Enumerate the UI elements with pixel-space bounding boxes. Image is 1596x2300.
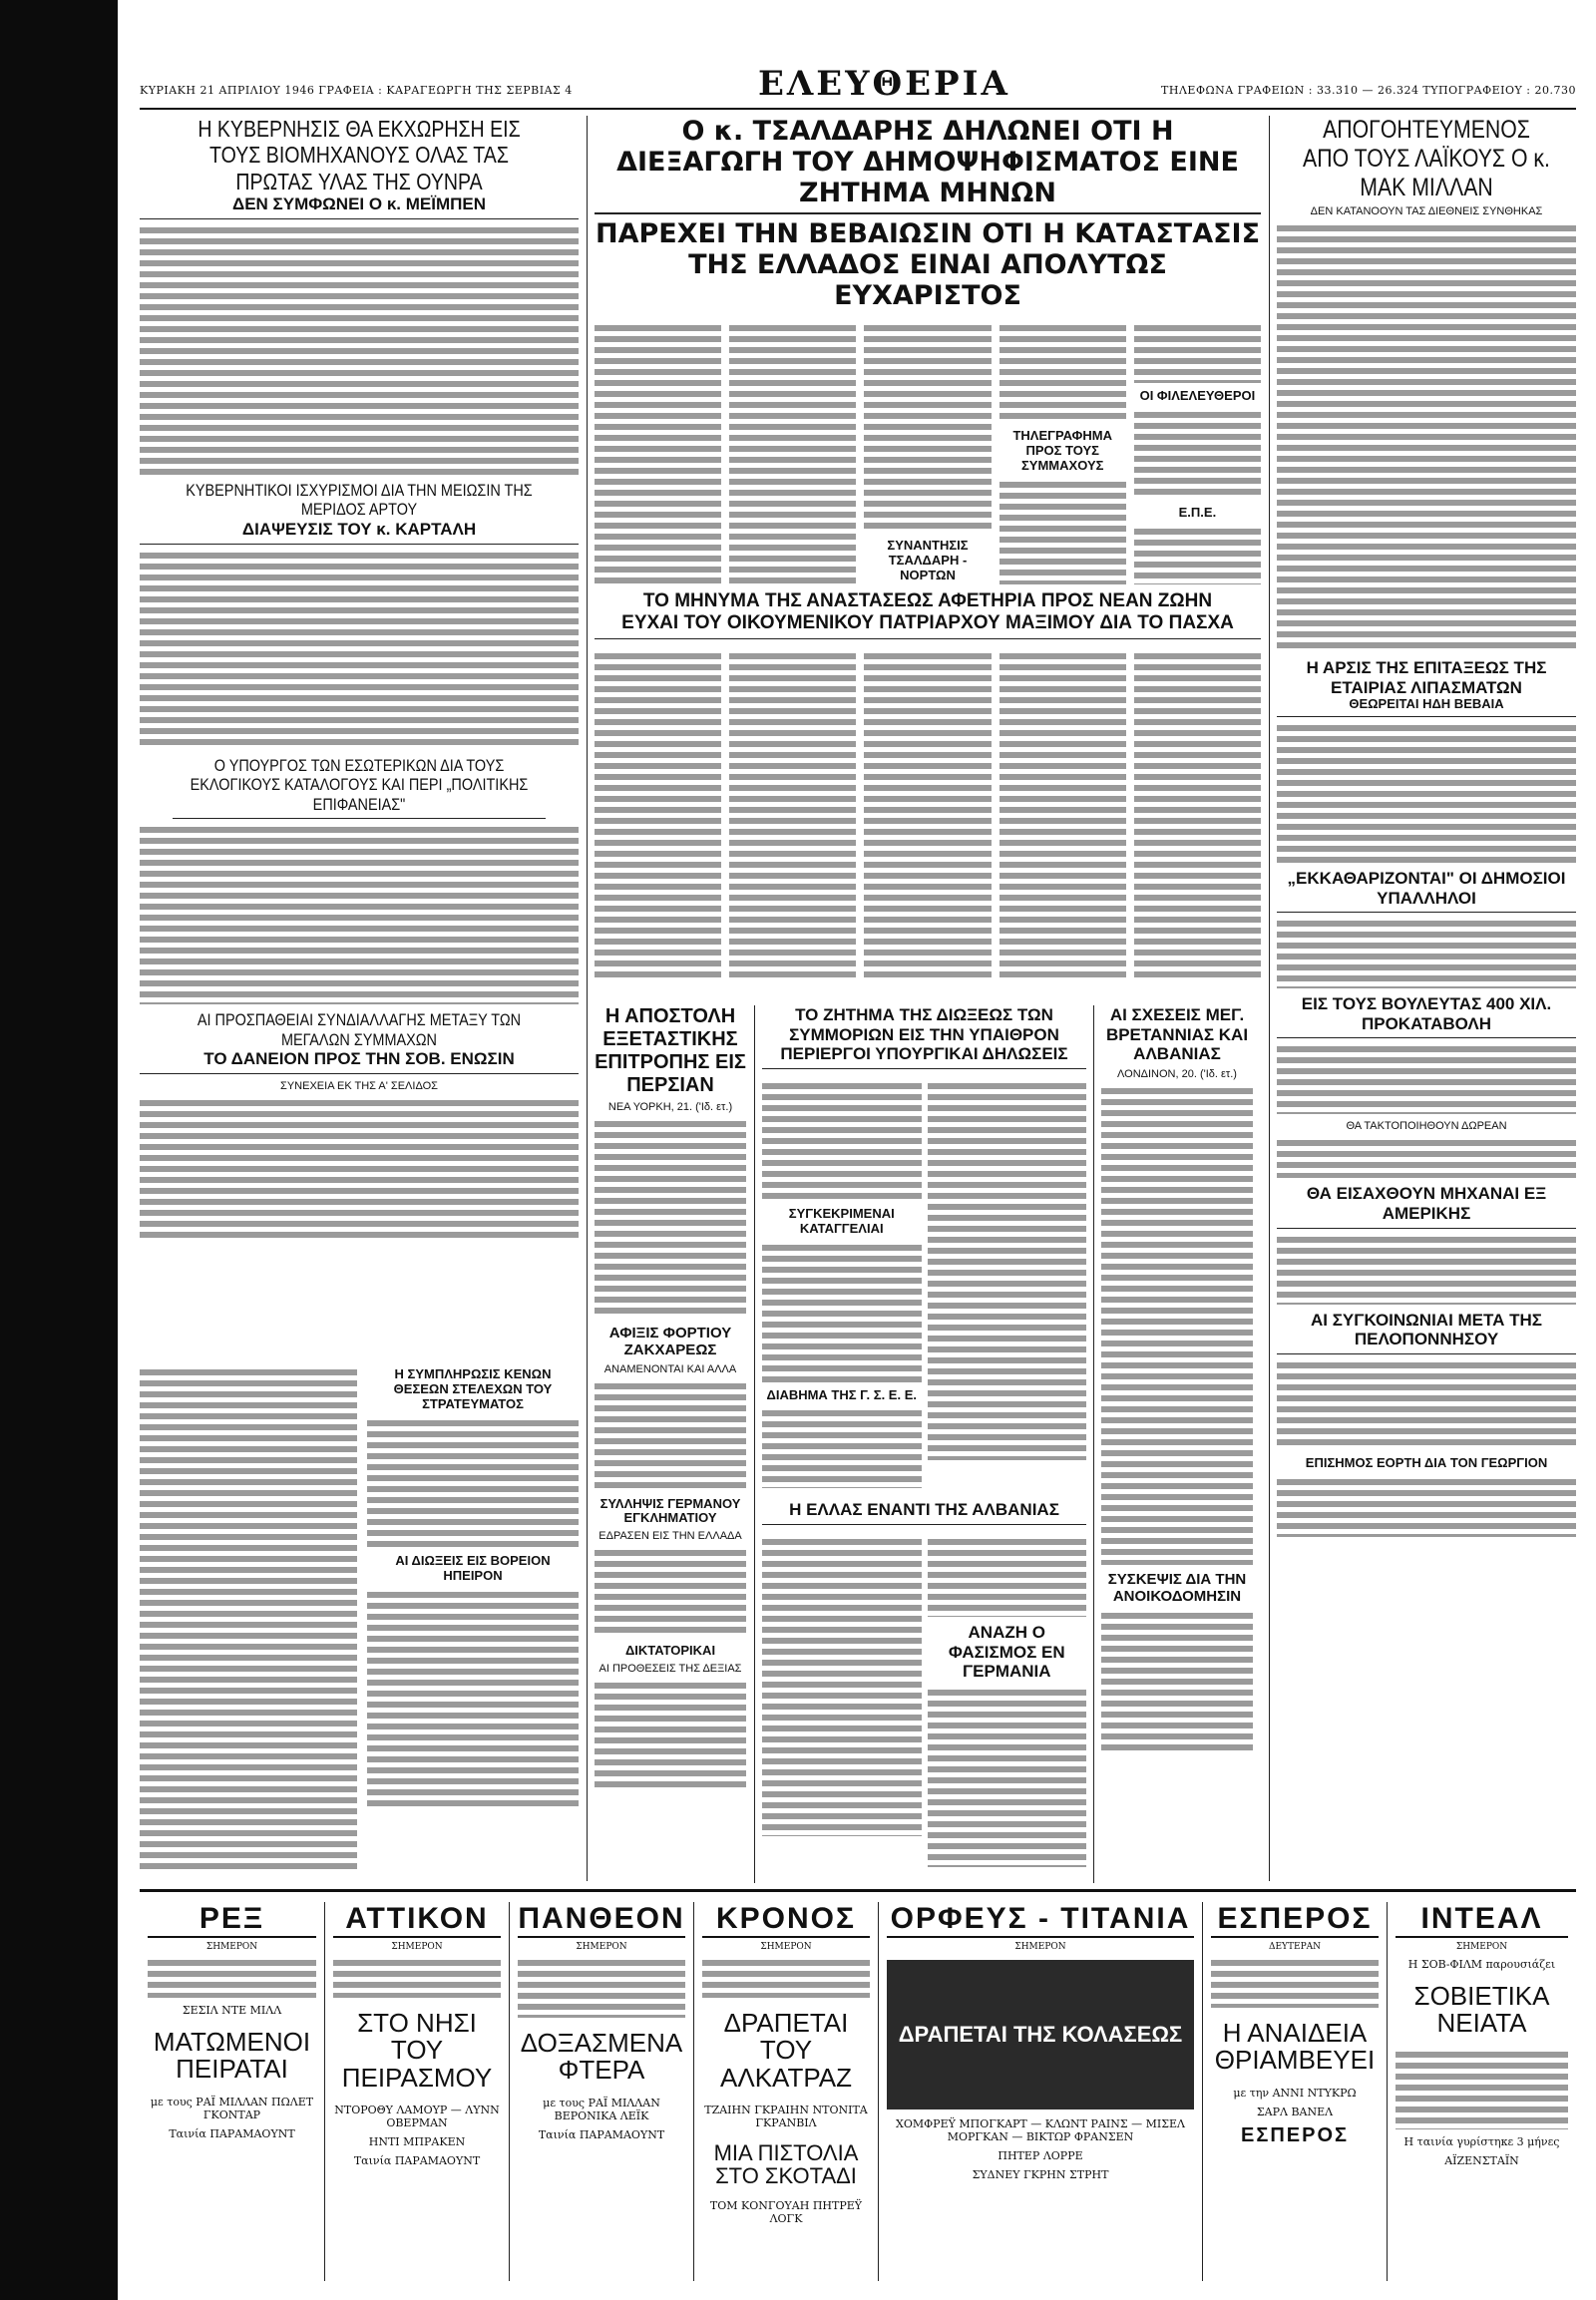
headline-bread: ΚΥΒΕΡΝΗΤΙΚΟΙ ΙΣΧΥΡΙΣΜΟΙ ΔΙΑ ΤΗΝ ΜΕΙΩΣΙΝ ΤΗΣ ΜΕΡΙΔΟΣ ΑΡΤΟΥ [186, 480, 533, 520]
gangs-body-1b [762, 1243, 922, 1382]
easter-body-1 [595, 651, 721, 980]
cinema-ads [140, 1889, 1576, 2285]
film-title: ΔΡΑΠΕΤΑΙ ΤΟΥ ΑΛΚΑΤΡΑΖ [720, 2008, 852, 2093]
cinema-name: ΚΡΟΝΟΣ [702, 1902, 870, 1938]
headline-industry: Η ΚΥΒΕΡΝΗΣΙΣ ΘΑ ΕΚΧΩΡΗΣΗ ΕΙΣ ΤΟΥΣ ΒΙΟΜΗΧΑΝΟΥΣ ΟΛΑΣ ΤΑΣ ΠΡΩΤΑΣ ΥΛΑΣ ΤΗΣ ΟΥΝΡΑ [198, 116, 521, 194]
ad-rex [140, 1902, 324, 2281]
albania-col-1 [762, 1531, 922, 1873]
article-army-body [367, 1418, 579, 1548]
article-allies-body [140, 1098, 579, 1238]
cinema-name: ΑΤΤΙΚΟΝ [333, 1902, 501, 1938]
headline-gangs: ΤΟ ΖΗΤΗΜΑ ΤΗΣ ΔΙΩΞΕΩΣ ΤΩΝ ΣΥΜΜΟΡΙΩΝ ΕΙΣ ΤΗΝ ΥΠΑΙΘΡΟΝ [789, 1005, 1059, 1044]
cinema-name: ΡΕΞ [148, 1902, 316, 1938]
article-allies-body-cont [140, 1367, 357, 1871]
lead-columns [595, 317, 1261, 584]
article-settlement-body [1277, 1138, 1576, 1178]
article-epirus-body [367, 1590, 579, 1809]
cinema-name: ΠΑΝΘΕΟΝ [518, 1902, 685, 1938]
cinema-name: ΟΡΦΕΥΣ - ΤΙΤΑΝΙΑ [887, 1902, 1194, 1938]
headline-persia: Η ΑΠΟΣΤΟΛΗ ΕΞΕΤΑΣΤΙΚΗΣ ΕΠΙΤΡΟΠΗΣ ΕΙΣ ΠΕΡΣΙΑΝ [595, 1005, 746, 1096]
headline-machines-america: ΘΑ ΕΙΣΑΧΘΟΥΝ ΜΗΧΑΝΑΙ ΕΞ ΑΜΕΡΙΚΗΣ [1277, 1184, 1576, 1228]
newspaper-title: ΕΛΕΥΘΕΡΙΑ [758, 64, 1010, 104]
headline-fascism: ΑΝΑΖΗ Ο ΦΑΣΙΣΜΟΣ ΕΝ ΓΕΡΜΑΝΙΑ [948, 1623, 1065, 1682]
ad-text [1211, 1958, 1379, 2008]
easter-story [595, 590, 1261, 999]
column-rule [1093, 1005, 1094, 1883]
easter-body-3 [864, 651, 991, 980]
gangs-columns [762, 1075, 1086, 1495]
lead-body-2 [729, 323, 856, 584]
film-title: ΣΟΒΙΕΤΙΚΑ ΝΕΙΑΤΑ [1413, 1981, 1550, 2039]
ad-cast: ΝΤΟΡΟΘΥ ΛΑΜΟΥΡ — ΛΥΝΝ ΟΒΕΡΜΑΝ [334, 2103, 500, 2129]
box-liberals: ΟΙ ΦΙΛΕΛΕΥΘΕΡΟΙ [1139, 388, 1256, 404]
ad-note: Η ταινία γυρίστηκε 3 μήνες [1403, 2134, 1560, 2148]
article-interior-body [140, 825, 579, 1004]
ad-ideal [1387, 1902, 1576, 2281]
gangs-body-2 [928, 1081, 1087, 1460]
note-free-settlement: ΘΑ ΤΑΚΤΟΠΟΙΗΘΟΥΝ ΔΩΡΕΑΝ [1346, 1120, 1507, 1133]
col-gangs [762, 1005, 1086, 1873]
newspaper-page [140, 64, 1576, 2282]
box-telegram: ΤΗΛΕΓΡΑΦΗΜΑ ΠΡΟΣ ΤΟΥΣ ΣΥΜΜΑΧΟΥΣ [1012, 428, 1112, 474]
headline-civil-servants: „ΕΚΚΑΘΑΡΙΖΟΝΤΑΙ" ΟΙ ΔΗΜΟΣΙΟΙ ΥΠΑΛΛΗΛΟΙ [1277, 869, 1576, 913]
ad-director: ΑΪΖΕΝΣΤΑΪΝ [1444, 2153, 1519, 2167]
ad-text [702, 1958, 870, 1998]
ad-text [1396, 2050, 1568, 2129]
film-poster [887, 1960, 1194, 2109]
article-fertilizers-body [1277, 723, 1576, 863]
column-rule [587, 116, 588, 1881]
subhead-sugar: ΑΝΑΜΕΝΟΝΤΑΙ ΚΑΙ ΑΛΛΑ [603, 1362, 737, 1375]
ad-attikon [324, 1902, 509, 2281]
headline-reconstruction: ΣΥΣΚΕΨΙΣ ΔΙΑ ΤΗΝ ΑΝΟΙΚΟΔΟΜΗΣΙΝ [1107, 1570, 1247, 1605]
headline-resurrection: ΤΟ ΜΗΝΥΜΑ ΤΗΣ ΑΝΑΣΤΑΣΕΩΣ ΑΦΕΤΗΡΙΑ ΠΡΟΣ ΝΕΑΝ ΖΩΗΝ [642, 590, 1213, 611]
ad-cast-2: ΠΗΤΕΡ ΛΟΡΡΕ [998, 2149, 1083, 2162]
column-rule [1269, 116, 1270, 1881]
ad-studio: Ταινία ΠΑΡΑΜΑΟΥΝΤ [538, 2127, 665, 2141]
dateline-london: ΛΟΝΔΙΝΟΝ, 20. ('Ιδ. ετ.) [1117, 1067, 1237, 1080]
lead-body-1 [595, 323, 721, 584]
column-left [140, 116, 579, 1881]
article-persia-body [595, 1119, 746, 1319]
lead-col-1 [595, 317, 721, 584]
lead-col-3 [864, 317, 991, 584]
masthead [140, 64, 1576, 110]
dateline-new-york: ΝΕΑ ΥΟΡΚΗ, 21. ('Ιδ. ετ.) [607, 1101, 733, 1113]
middle-lower [595, 1005, 1253, 1883]
easter-col-4 [999, 645, 1126, 986]
albania-body-1 [762, 1537, 922, 1836]
subhead-kartalis: ΔΙΑΨΕΥΣΙΣ ΤΟΥ κ. ΚΑΡΤΑΛΗ [140, 520, 579, 545]
film-title: ΜΑΤΩΜΕΝΟΙ ΠΕΙΡΑΤΑΙ [153, 2027, 311, 2085]
col-relations [1101, 1005, 1253, 1756]
ad-cast-2: ΗΝΤΙ ΜΠΡΑΚΕΝ [368, 2134, 466, 2148]
article-arrest-body [595, 1548, 746, 1638]
ad-cast: με τους ΡΑΪ ΜΙΛΛΑΝ ΒΕΡΟΝΙΚΑ ΛΕΪΚ [543, 2096, 660, 2122]
lead-body-5 [1134, 323, 1261, 383]
lead-body-5b [1134, 410, 1261, 500]
ad-day: ΣΗΜΕΡΟΝ [576, 1942, 627, 1952]
ad-cast-2: ΤΟΜ ΚΟΝΓΟΥΑΗ ΠΗΤΡΕΫ ΛΟΓΚ [709, 2199, 863, 2226]
subhead-right-wing: ΑΙ ΠΡΟΘΕΣΕΙΣ ΤΗΣ ΔΕΞΙΑΣ [598, 1663, 742, 1676]
subheadline-situation: ΠΑΡΕΧΕΙ ΤΗΝ ΒΕΒΑΙΩΣΙΝ ΟΤΙ Η ΚΑΤΑΣΤΑΣΙΣ ΤΗΣ ΕΛΛΑΔΟΣ ΕΙΝΑΙ ΑΠΟΛΥΤΩΣ ΕΥΧΑΡΙΣΤΟΣ [595, 218, 1261, 312]
headline-allies: ΑΙ ΠΡΟΣΠΑΘΕΙΑΙ ΣΥΝΔΙΑΛΛΑΓΗΣ ΜΕΤΑΞΥ ΤΩΝ ΜΕΓΑΛΩΝ ΣΥΜΜΑΧΩΝ [197, 1010, 522, 1049]
article-macmillan-body [1277, 223, 1576, 652]
headline-peloponnese: ΑΙ ΣΥΓΚΟΙΝΩΝΙΑΙ ΜΕΤΑ ΤΗΣ ΠΕΛΟΠΟΝΝΗΣΟΥ [1277, 1311, 1576, 1354]
ad-cast-3: ΣΥΔΝΕΥ ΓΚΡΗΝ ΣΤΡΗΤ [972, 2168, 1109, 2181]
ad-pantheon [509, 1902, 693, 2281]
headline-deputies-advance: ΕΙΣ ΤΟΥΣ ΒΟΥΛΕΥΤΑΣ 400 ΧΙΛ. ΠΡΟΚΑΤΑΒΟΛΗ [1277, 994, 1576, 1038]
lead-body-5c [1134, 527, 1261, 584]
easter-col-3 [864, 645, 991, 986]
subhead-certain: ΘΕΩΡΕΙΤΑΙ ΗΔΗ ΒΕΒΑΙΑ [1277, 697, 1576, 717]
gangs-col-2 [928, 1075, 1087, 1495]
lead-col-2 [729, 317, 856, 584]
article-civil-servants-body [1277, 919, 1576, 988]
headline-tsaldaris: Ο κ. ΤΣΑΛΔΑΡΗΣ ΔΗΛΩΝΕΙ ΟΤΙ Η ΔΙΕΞΑΓΩΓΗ ΤΟΥ ΔΗΜΟΨΗΦΙΣΜΑΤΟΣ ΕΙΝΕ ΖΗΤΗΜΑ ΜΗΝΩΝ [616, 116, 1239, 209]
cinema-name: ΕΣΠΕΡΟΣ [1211, 1902, 1379, 1938]
masthead-date: ΚΥΡΙΑΚΗ 21 ΑΠΡΙΛΙΟΥ 1946 ΓΡΑΦΕΙΑ : ΚΑΡΑΓΕΩΡΓΗ ΤΗΣ ΣΕΡΒΙΑΣ 4 [140, 84, 573, 97]
lead-body-3 [864, 323, 991, 533]
article-reconstruction-body [1101, 1611, 1253, 1750]
lead-col-5 [1134, 317, 1261, 584]
easter-col-1 [595, 645, 721, 986]
continuation-note: ΣΥΝΕΧΕΙΑ ΕΚ ΤΗΣ Α' ΣΕΛΙΔΟΣ [280, 1079, 438, 1092]
ad-text [518, 1958, 685, 2018]
film-title: ΔΟΞΑΣΜΕΝΑ ΦΤΕΡΑ [520, 2028, 683, 2086]
film-title: Η ΑΝΑΙΔΕΙΑ ΘΡΙΑΜΒΕΥΕΙ [1214, 2018, 1376, 2076]
headline-albania: Η ΕΛΛΑΣ ΕΝΑΝΤΙ ΤΗΣ ΑΛΒΑΝΙΑΣ [762, 1500, 1086, 1525]
film-title-2: ΜΙΑ ΠΙΣΤΟΛΙΑ ΣΤΟ ΣΚΟΤΑΔΙ [713, 2139, 859, 2188]
masthead-phones: ΤΗΛΕΦΩΝΑ ΓΡΑΦΕΙΩΝ : 33.310 — 26.324 ΤΥΠΟΓΡΑΦΕΙΟΥ : 20.730 [1161, 84, 1576, 97]
ad-cast: ΤΖΑΙΗΝ ΓΚΡΑΙΗΝ ΝΤΟΝΙΤΑ ΓΚΡΑΝΒΙΛ [704, 2103, 868, 2129]
lead-story [595, 116, 1261, 584]
ad-cast: με τους ΡΑΪ ΜΙΛΛΑΝ ΠΩΛΕΤ ΓΚΟΝΤΑΡ [150, 2095, 314, 2121]
ad-cast-2: ΣΑΡΛ ΒΑΝΕΛ [1256, 2105, 1334, 2118]
easter-body-2 [729, 651, 856, 980]
ad-esperos [1202, 1902, 1387, 2281]
headline-sugar: ΑΦΙΞΙΣ ΦΟΡΤΙΟΥ ΖΑΚΧΑΡΕΩΣ [608, 1325, 732, 1359]
easter-col-5 [1134, 645, 1261, 986]
subheadline-patriarch: ΕΥΧΑΙ ΤΟΥ ΟΙΚΟΥΜΕΝΙΚΟΥ ΠΑΤΡΙΑΡΧΟΥ ΜΑΞΙΜΟΥ ΔΙΑ ΤΟ ΠΑΣΧΑ [595, 612, 1261, 639]
albania-body-2 [928, 1537, 1087, 1617]
gangs-body-1 [762, 1081, 922, 1201]
ad-day: ΣΗΜΕΡΟΝ [205, 1942, 258, 1952]
lead-body-4b [999, 480, 1126, 584]
article-bread-body [140, 551, 579, 750]
gangs-col-1 [762, 1075, 922, 1495]
headline-dictatorial: ΔΙΚΤΑΤΟΡΙΚΑΙ [624, 1643, 716, 1659]
article-peloponnese-body [1277, 1360, 1576, 1450]
subhead-meiben: ΔΕΝ ΣΥΜΦΩΝΕΙ Ο κ. ΜΕΪΜΠΕΝ [140, 194, 579, 219]
ad-day: ΣΗΜΕΡΟΝ [1014, 1942, 1066, 1952]
ad-presenter: Η ΣΟΒ-ΦΙΛΜ παρουσιάζει [1407, 1958, 1556, 1971]
easter-body-4 [999, 651, 1126, 980]
easter-columns [595, 645, 1261, 986]
ad-director: ΣΕΣΙΛ ΝΤΕ ΜΙΛΛ [182, 2004, 282, 2017]
article-deputies-body [1277, 1044, 1576, 1114]
article-machines-body [1277, 1235, 1576, 1305]
ad-day: ΣΗΜΕΡΟΝ [760, 1942, 812, 1952]
headline-st-george: ΕΠΙΣΗΜΟΣ ΕΟΡΤΗ ΔΙΑ ΤΟΝ ΓΕΩΡΓΙΟΝ [1305, 1454, 1548, 1470]
gangs-body-1c [762, 1408, 922, 1488]
headline-fertilizers: Η ΑΡΣΙΣ ΤΗΣ ΕΠΙΤΑΞΕΩΣ ΤΗΣ ΕΤΑΙΡΙΑΣ ΛΙΠΑΣΜΑΤΩΝ [1306, 658, 1547, 697]
easter-col-2 [729, 645, 856, 986]
ad-studio: Ταινία ΠΑΡΑΜΑΟΥΝΤ [353, 2153, 481, 2167]
box-army [367, 1367, 579, 1815]
lead-body-4 [999, 323, 1126, 423]
headline-army-positions: Η ΣΥΜΠΛΗΡΩΣΙΣ ΚΕΝΩΝ ΘΕΣΕΩΝ ΣΤΕΛΕΧΩΝ ΤΟΥ ΣΤΡΑΤΕΥΜΑΤΟΣ [393, 1366, 553, 1411]
col-persia [595, 1005, 746, 1796]
cinema-name: ΙΝΤΕΑΛ [1396, 1902, 1568, 1938]
headline-interior-minister: Ο ΥΠΟΥΡΓΟΣ ΤΩΝ ΕΣΩΤΕΡΙΚΩΝ ΔΙΑ ΤΟΥΣ ΕΚΛΟΓΙΚΟΥΣ ΚΑΤΑΛΟΓΟΥΣ ΚΑΙ ΠΕΡΙ „ΠΟΛΙΤΙΚΗΣ ΕΠΙΦΑΝΕΙΑΣ" [173, 756, 546, 820]
headline-rule [595, 212, 1261, 214]
albania-columns [762, 1531, 1086, 1873]
box-norton-meeting: ΣΥΝΑΝΤΗΣΙΣ ΤΣΑΛΔΑΡΗ - ΝΟΡΤΩΝ [887, 538, 969, 583]
article-sugar-body [595, 1381, 746, 1491]
article-relations-body [1101, 1086, 1253, 1565]
column-right [1277, 116, 1576, 1881]
film-title: ΣΤΟ ΝΗΣΙ ΤΟΥ ΠΕΙΡΑΣΜΟΥ [341, 2008, 493, 2093]
ad-text [333, 1958, 501, 1998]
ad-kronos [693, 1902, 878, 2281]
ad-cast: ΧΟΜΦΡΕΫ ΜΠΟΓΚΑΡΤ — ΚΛΩΝΤ ΡΑΙΝΣ — ΜΙΣΕΛ ΜΟΡΓΚΑΝ — ΒΙΚΤΩΡ ΦΡΑΝΣΕΝ [896, 2117, 1185, 2143]
box-gsee: ΔΙΑΒΗΜΑ ΤΗΣ Γ. Σ. Ε. Ε. [766, 1386, 917, 1402]
ad-day: ΔΕΥΤΕΡΑΝ [1268, 1942, 1321, 1952]
cinema-name-footer: ΕΣΠΕΡΟΣ [1240, 2123, 1350, 2146]
albania-col-2 [928, 1531, 1087, 1873]
box-denunciations: ΣΥΓΚΕΚΡΙΜΕΝΑΙ ΚΑΤΑΓΓΕΛΙΑΙ [788, 1205, 895, 1236]
subhead-treaties: ΔΕΝ ΚΑΤΑΝΟΟΥΝ ΤΑΣ ΔΙΕΘΝΕΙΣ ΣΥΝΘΗΚΑΣ [1310, 205, 1543, 218]
subhead-german-arrest: ΕΔΡΑΣΕΝ ΕΙΣ ΤΗΝ ΕΛΛΑΔΑ [598, 1530, 742, 1543]
article-st-george-body [1277, 1477, 1576, 1537]
ad-cast: με την ΑΝΝΙ ΝΤΥΚΡΩ [1233, 2086, 1357, 2100]
box-epe: Ε.Π.Ε. [1178, 505, 1217, 521]
subhead-soviet-loan: ΤΟ ΔΑΝΕΙΟΝ ΠΡΟΣ ΤΗΝ ΣΟΒ. ΕΝΩΣΙΝ [140, 1049, 579, 1074]
headline-macmillan: ΑΠΟΓΟΗΤΕΥΜΕΝΟΣ ΑΠΟ ΤΟΥΣ ΛΑΪΚΟΥΣ Ο κ. ΜΑΚ ΜΙΛΛΑΝ [1303, 116, 1550, 201]
ad-day: ΣΗΜΕΡΟΝ [391, 1942, 443, 1952]
film-title: ΔΡΑΠΕΤΑΙ ΤΗΣ ΚΟΛΑΣΕΩΣ [898, 2022, 1183, 2047]
subhead-ministerial: ΠΕΡΙΕΡΓΟΙ ΥΠΟΥΡΓΙΚΑΙ ΔΗΛΩΣΕΙΣ [762, 1044, 1086, 1069]
article-dictatorial-body [595, 1681, 746, 1790]
ad-day: ΣΗΜΕΡΟΝ [1455, 1942, 1508, 1952]
ad-orfeus-titania [878, 1902, 1202, 2281]
ad-studio: Ταινία ΠΑΡΑΜΑΟΥΝΤ [169, 2126, 295, 2140]
lead-col-4 [999, 317, 1126, 584]
article-industry-body [140, 225, 579, 475]
column-rule [754, 1005, 755, 1883]
headline-german-arrest: ΣΥΛΛΗΨΙΣ ΓΕΡΜΑΝΟΥ ΕΓΚΛΗΜΑΤΙΟΥ [599, 1495, 741, 1526]
headline-britain-albania: ΑΙ ΣΧΕΣΕΙΣ ΜΕΓ. ΒΡΕΤΑΝΝΙΑΣ ΚΑΙ ΑΛΒΑΝΙΑΣ [1105, 1005, 1249, 1064]
ad-text [148, 1958, 316, 1998]
easter-body-5 [1134, 651, 1261, 980]
headline-north-epirus: ΑΙ ΔΙΩΞΕΙΣ ΕΙΣ ΒΟΡΕΙΟΝ ΗΠΕΙΡΟΝ [395, 1552, 551, 1583]
page-edge-shadow [0, 0, 118, 2300]
fascism-body [928, 1688, 1087, 1867]
